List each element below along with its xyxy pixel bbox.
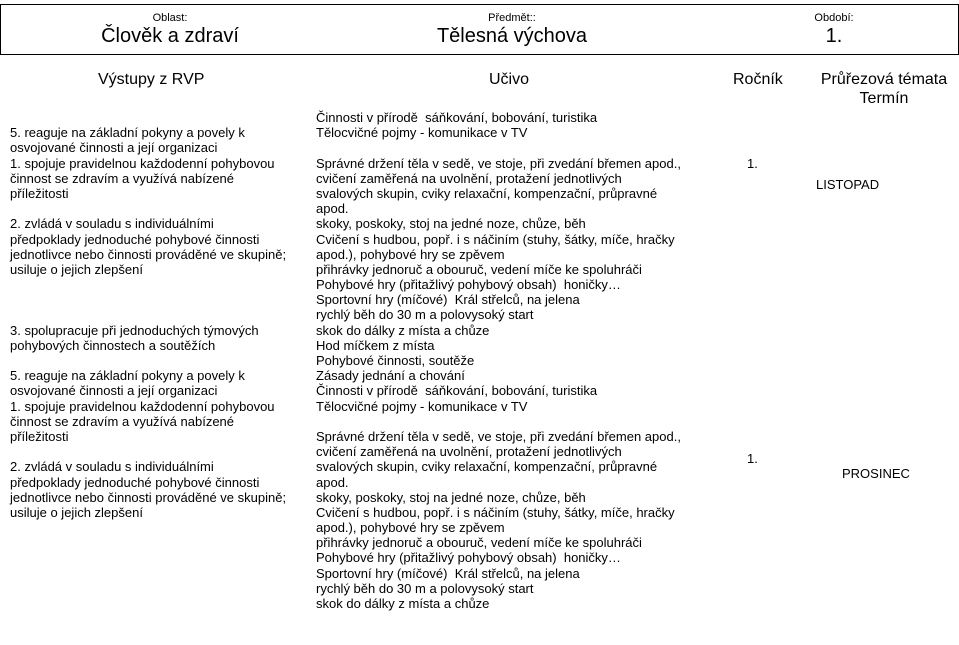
curriculum-line: skok do dálky z místa a chůze [316,322,490,338]
rvp-line: činnost se zdravím a využívá nabízené [10,413,235,429]
curriculum-column [316,110,681,611]
rvp-line: usiluje o jejich zlepšení [10,261,143,277]
rvp-line [10,307,286,322]
row-1-grade: 1. [747,156,758,171]
curriculum-line: apod.), pohybové hry se zpěvem [316,246,505,262]
curriculum-line: přihrávky jednoruč a obouruč, vedení míče ke spoluhráči [316,261,642,277]
rvp-line: jednotlivce nebo činnosti prováděné ve skupině; [10,246,287,262]
row-2-term: PROSINEC [842,466,910,481]
period-label: Období: [814,12,854,24]
rvp-line: usiluje o jejich zlepšení [10,504,143,520]
rvp-line: 2. zvládá v souladu s individuálními [10,459,214,475]
rvp-line: 5. reaguje na základní pokyny a povely k [10,125,245,141]
rvp-line: pohybových činnostech a soutěžích [10,337,216,353]
curriculum-line: Tělocvičné pojmy - komunikace v TV [316,398,528,414]
rvp-line: předpoklady jednoduché pohybové činnosti [10,474,260,490]
subject-value: Tělesná výchova [436,25,588,47]
rvp-line: příležitosti [10,185,69,201]
curriculum-line: apod. [316,201,349,217]
curriculum-line: svalových skupin, cviky relaxační, kompenzační, průpravné [316,185,658,201]
period-value: 1. [825,25,843,47]
curriculum-line [316,414,681,429]
curriculum-line: skok do dálky z místa a chůze [316,596,490,611]
col-topics-heading [808,70,959,108]
row-1-term: LISTOPAD [816,177,880,192]
curriculum-line: Správné držení těla v sedě, ve stoje, při zvedání břemen apod., [316,428,681,444]
curriculum-line: Pohybové hry (přitažlivý pohybový obsah) honičky… [316,550,621,566]
area-label: Oblast: [152,12,188,24]
rvp-line: osvojované činnosti a její organizaci [10,140,218,156]
rvp-line: činnost se zdravím a využívá nabízené [10,170,235,186]
rvp-line [10,353,286,368]
curriculum-line: Správné držení těla v sedě, ve stoje, při zvedání břemen apod., [316,155,681,171]
subject-label: Předmět:: [488,12,536,24]
rvp-line: 5. reaguje na základní pokyny a povely k [10,368,245,384]
curriculum-line: Pohybové hry (přitažlivý pohybový obsah) honičky… [316,277,621,293]
curriculum-line: Cvičení s hudbou, popř. i s náčiním (stuhy, šátky, míče, hračky [316,231,675,247]
curriculum-line: Tělocvičné pojmy - komunikace v TV [316,125,528,141]
curriculum-line: Činnosti v přírodě sáňkování, bobování, turistika [316,383,598,399]
row-2-grade: 1. [747,451,758,466]
curriculum-line: Pohybové činnosti, soutěže [316,353,475,368]
rvp-line: osvojované činnosti a její organizaci [10,383,218,399]
col-term-label: Termín [859,90,909,107]
curriculum-line: skoky, poskoky, stoj na jedné noze, chůze, běh [316,216,586,232]
rvp-line [10,444,286,459]
rvp-line [10,110,286,125]
area-value: Člověk a zdraví [101,25,239,47]
curriculum-line: Zásady jednání a chování [316,368,465,384]
col-topics-label: Průřezová témata [820,71,948,88]
rvp-line: 1. spojuje pravidelnou každodenní pohybovou [10,155,275,171]
curriculum-line: cvičení zaměřená na uvolnění, protažení jednotlivých [316,170,622,186]
curriculum-line: Hod míčkem z místa [316,337,435,353]
area-header [0,0,340,47]
rvp-line: 2. zvládá v souladu s individuálními [10,216,214,232]
rvp-line [10,292,286,307]
curriculum-line: skoky, poskoky, stoj na jedné noze, chůze, běh [316,489,586,505]
curriculum-line: rychlý běh do 30 m a polovysoký start [316,307,534,323]
curriculum-line: přihrávky jednoruč a obouruč, vedení míče ke spoluhráči [316,535,642,551]
col-grade-heading: Ročník [733,71,783,88]
rvp-line [10,277,286,292]
curriculum-line: rychlý běh do 30 m a polovysoký start [316,580,534,596]
curriculum-line [316,140,681,155]
curriculum-line: Sportovní hry (míčové) Král střelců, na jelena [316,565,580,581]
rvp-line: jednotlivce nebo činnosti prováděné ve skupině; [10,489,287,505]
curriculum-line: cvičení zaměřená na uvolnění, protažení jednotlivých [316,444,622,460]
curriculum-line: Cvičení s hudbou, popř. i s náčiním (stuhy, šátky, míče, hračky [316,504,675,520]
col-rvp-heading: Výstupy z RVP [98,71,205,88]
curriculum-line: Sportovní hry (míčové) Král střelců, na jelena [316,292,580,308]
curriculum-line: apod.), pohybové hry se zpěvem [316,520,505,536]
col-curriculum-heading: Učivo [489,71,530,88]
curriculum-line: Činnosti v přírodě sáňkování, bobování, turistika [316,110,598,125]
rvp-line [10,201,286,216]
rvp-line: 3. spolupracuje při jednoduchých týmových [10,322,259,338]
period-header [734,0,934,47]
rvp-line: příležitosti [10,428,69,444]
subject-header [340,0,684,47]
rvp-line: 1. spojuje pravidelnou každodenní pohybovou [10,398,275,414]
rvp-column [10,110,286,520]
curriculum-line: apod. [316,474,349,490]
rvp-line: předpoklady jednoduché pohybové činnosti [10,231,260,247]
curriculum-line: svalových skupin, cviky relaxační, kompenzační, průpravné [316,459,658,475]
